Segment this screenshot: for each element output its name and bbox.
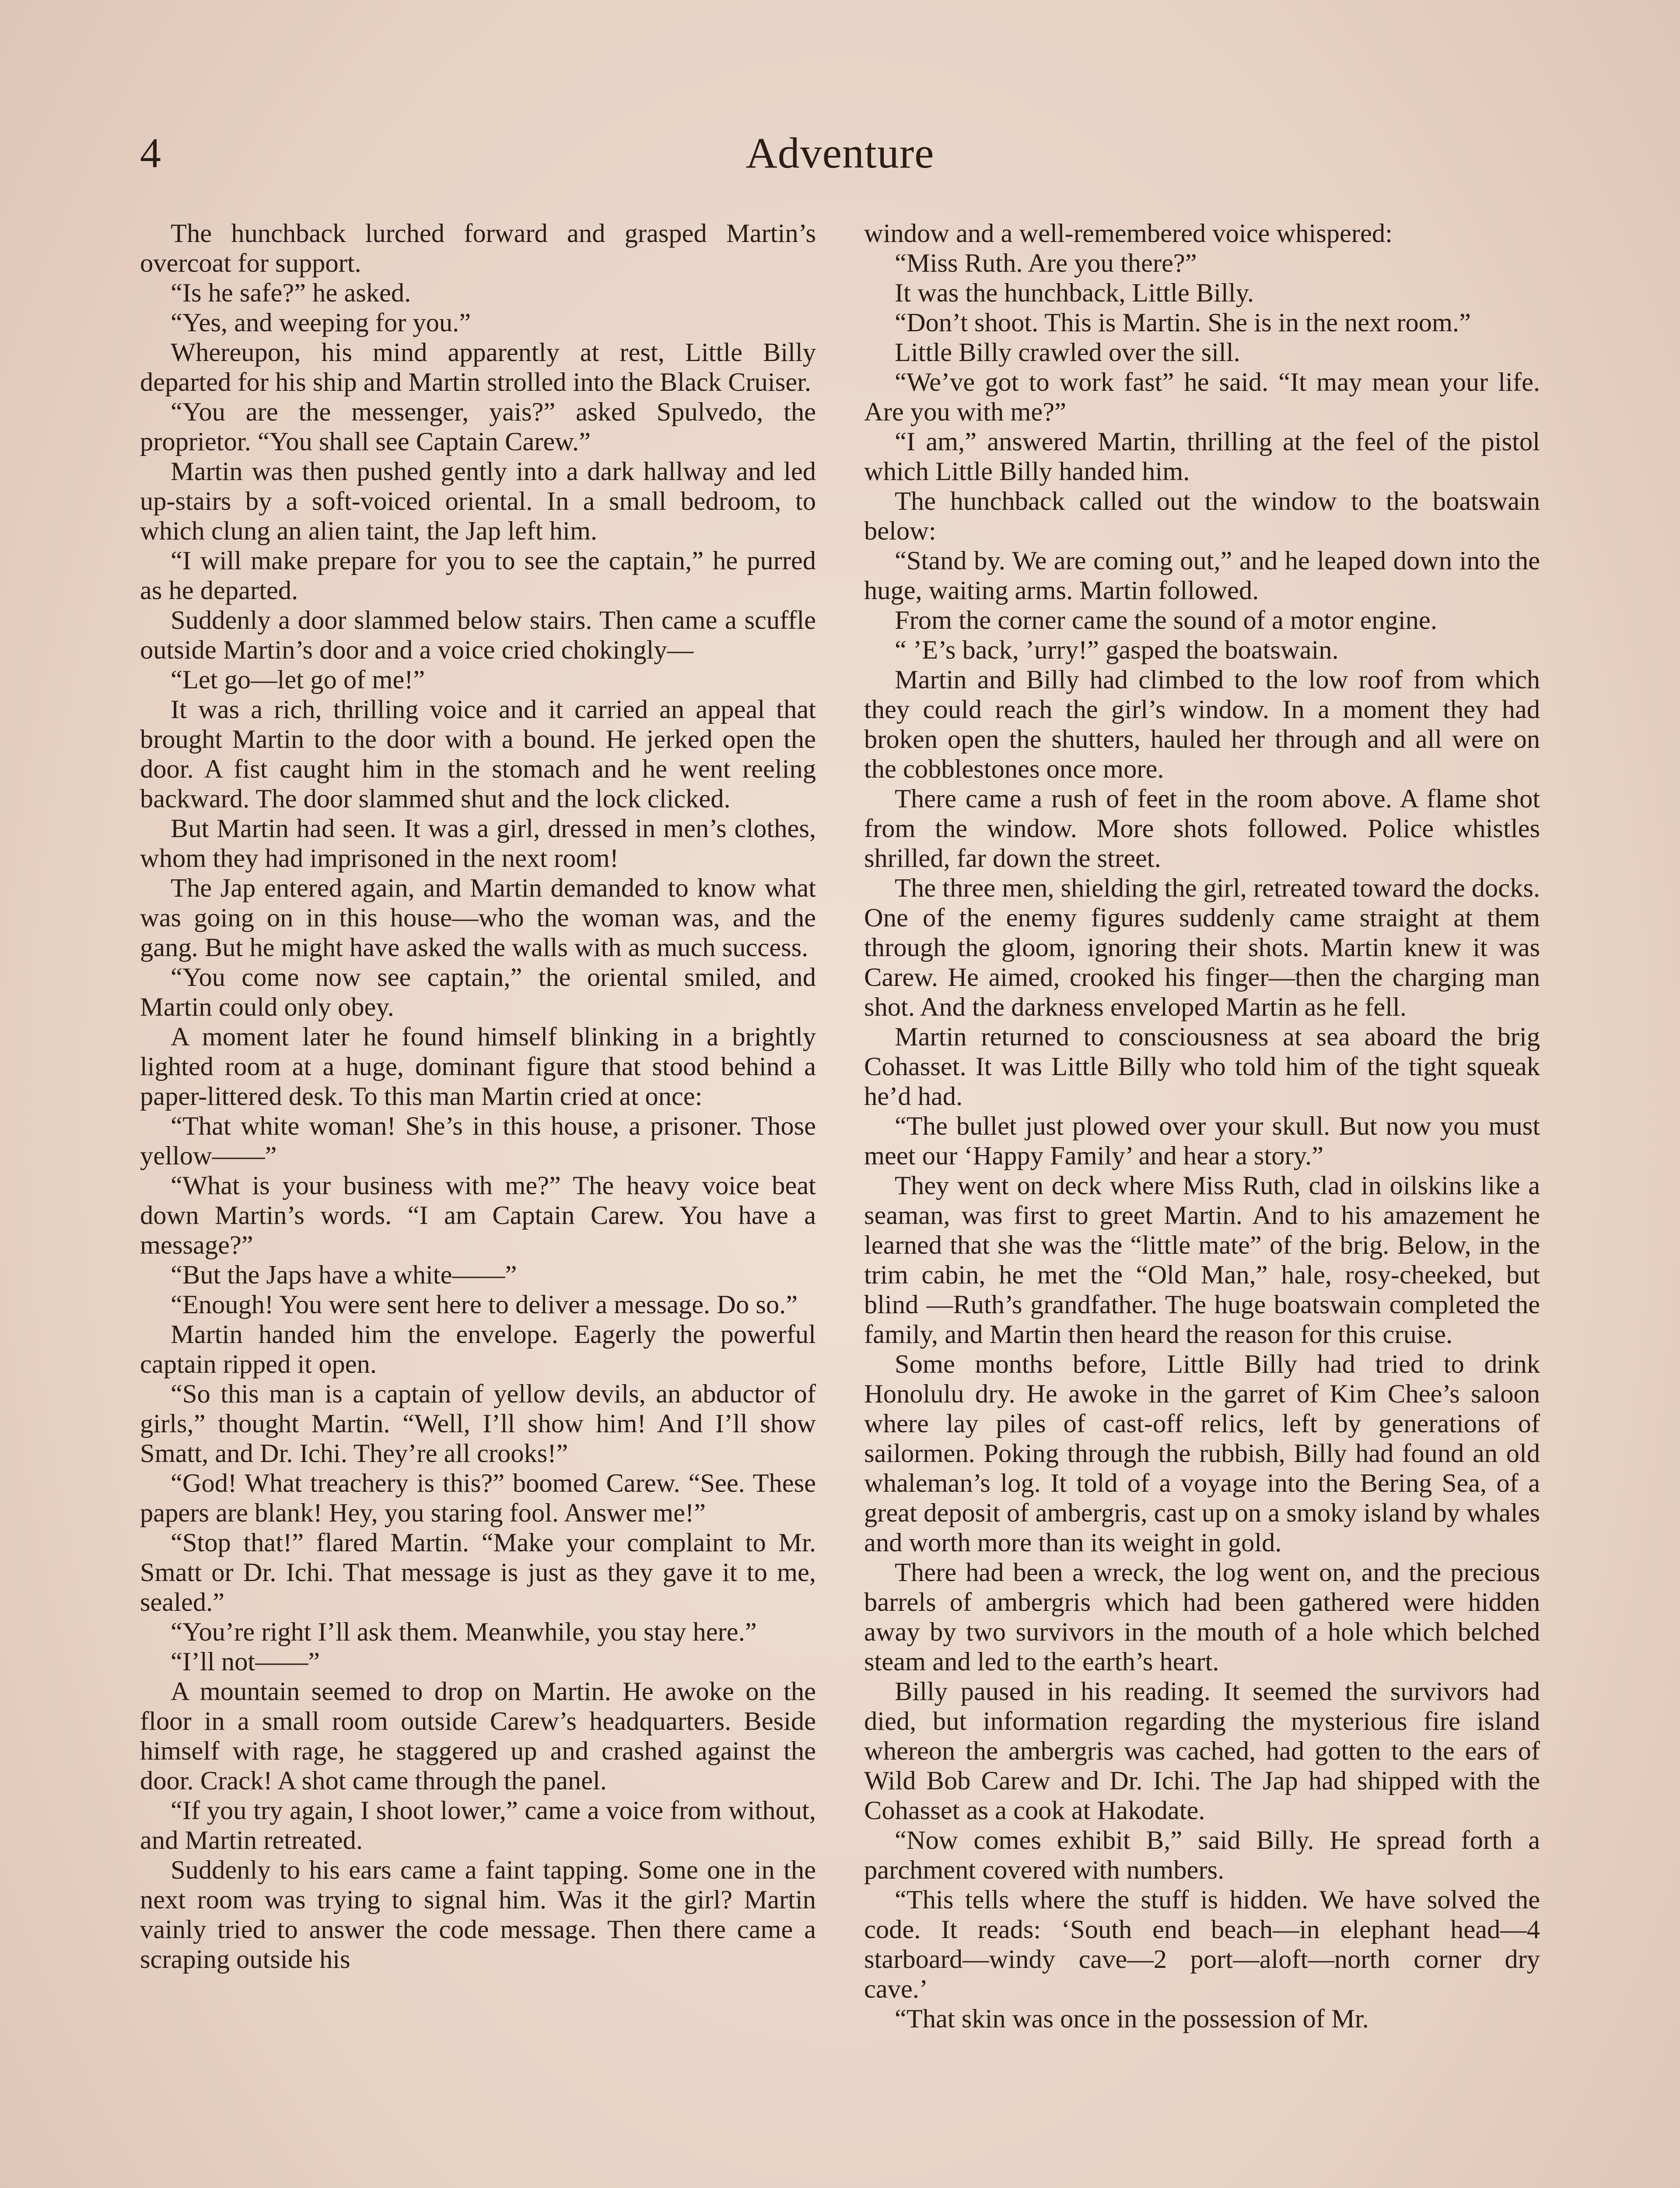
paragraph: “Enough! You were sent here to deliver a message. Do so.” bbox=[171, 1290, 798, 1319]
paragraph: “You are the messenger, yais?” asked Spulvedo, the proprietor. “You shall see Captain Carew.” bbox=[140, 397, 816, 456]
continuation-line: window and a well-remembered voice whispered: bbox=[864, 219, 1393, 248]
paragraph: The hunchback called out the window to the boatswain below: bbox=[864, 487, 1540, 546]
left-column bbox=[140, 219, 816, 2188]
paragraph: Martin and Billy had climbed to the low roof from which they could reach the girl’s window. In a moment they had broken open the shutters, hauled her through and all were on the cobblestones once more. bbox=[864, 665, 1540, 784]
paragraph: “So this man is a captain of yellow devils, an abductor of girls,” thought Martin. “Well, I’ll show him! And I’ll show Smatt, and Dr. Ichi. They’re all crooks!” bbox=[140, 1379, 816, 1468]
paragraph: “Stand by. We are coming out,” and he leaped down into the huge, waiting arms. Martin followed. bbox=[864, 546, 1540, 605]
paragraph: “If you try again, I shoot lower,” came a voice from without, and Martin retreated. bbox=[140, 1796, 816, 1855]
text-columns bbox=[140, 219, 1540, 2188]
paragraph: “Is he safe?” he asked. bbox=[171, 278, 411, 308]
paragraph: It was the hunchback, Little Billy. bbox=[895, 278, 1254, 308]
paragraph: “ ’E’s back, ’urry!” gasped the boatswain. bbox=[895, 635, 1339, 665]
running-title: Adventure bbox=[746, 129, 934, 177]
paragraph: The hunchback lurched forward and grasped Martin’s overcoat for support. bbox=[140, 219, 816, 278]
paragraph: It was a rich, thrilling voice and it carried an appeal that brought Martin to the door with a bound. He jerked open the door. A fist caught him in the stomach and he went reeling backward. The door slammed shut and the lock clicked. bbox=[140, 695, 816, 813]
paragraph: “The bullet just plowed over your skull. But now you must meet our ‘Happy Family’ and hear a story.” bbox=[864, 1112, 1540, 1171]
paragraph: Suddenly a door slammed below stairs. Then came a scuffle outside Martin’s door and a voice cried chokingly— bbox=[140, 606, 816, 665]
paragraph: Martin returned to consciousness at sea aboard the brig Cohasset. It was Little Billy who told him of the tight squeak he’d had. bbox=[864, 1022, 1540, 1111]
paragraph: “This tells where the stuff is hidden. We have solved the code. It reads: ‘South end beach—in elephant head—4 starboard—windy cave—2 port—aloft—north corner dry cave.’ bbox=[864, 1885, 1540, 2004]
paragraph: Whereupon, his mind apparently at rest, Little Billy departed for his ship and Martin strolled into the Black Cruiser. bbox=[140, 338, 816, 397]
paragraph: They went on deck where Miss Ruth, clad in oilskins like a seaman, was first to greet Martin. And to his amazement he learned that she was the “little mate” of the brig. Below, in the trim cabin, he met the “Old Man,” hale, rosy-cheeked, but blind —Ruth’s grandfather. The huge boatswain completed the family, and Martin then heard the reason for this cruise. bbox=[864, 1171, 1540, 1349]
paragraph: “Miss Ruth. Are you there?” bbox=[895, 249, 1197, 278]
paragraph: “You come now see captain,” the oriental smiled, and Martin could only obey. bbox=[140, 963, 816, 1022]
paragraph: “God! What treachery is this?” boomed Carew. “See. These papers are blank! Hey, you staring fool. Answer me!” bbox=[140, 1469, 816, 1528]
paragraph: “I am,” answered Martin, thrilling at the feel of the pistol which Little Billy handed him. bbox=[864, 427, 1540, 486]
page-header bbox=[140, 127, 1540, 197]
paragraph: “Let go—let go of me!” bbox=[171, 665, 425, 694]
paragraph: “Now comes exhibit B,” said Billy. He spread forth a parchment covered with numbers. bbox=[864, 1826, 1540, 1885]
paragraph: Suddenly to his ears came a faint tapping. Some one in the next room was trying to signal him. Was it the girl? Martin vainly tried to answer the code message. Then there came a scraping outside his bbox=[140, 1855, 816, 1974]
paragraph: “Yes, and weeping for you.” bbox=[171, 308, 471, 337]
paragraph: “I will make prepare for you to see the captain,” he purred as he departed. bbox=[140, 546, 816, 605]
paragraph: But Martin had seen. It was a girl, dressed in men’s clothes, whom they had imprisoned in the next room! bbox=[140, 814, 816, 873]
paragraph: “I’ll not——” bbox=[171, 1647, 320, 1676]
page-number: 4 bbox=[140, 130, 161, 176]
paragraph: Some months before, Little Billy had tried to drink Honolulu dry. He awoke in the garret of Kim Chee’s saloon where lay piles of cast-off relics, left by generations of sailormen. Poking through the rubbish, Billy had found an old whaleman’s log. It told of a voyage into the Bering Sea, of a great deposit of ambergris, cast up on a smoky island by whales and worth more than its weight in gold. bbox=[864, 1350, 1540, 1557]
paragraph: “Stop that!” flared Martin. “Make your complaint to Mr. Smatt or Dr. Ichi. That message is just as they gave it to me, sealed.” bbox=[140, 1528, 816, 1617]
paragraph: Martin handed him the envelope. Eagerly the powerful captain ripped it open. bbox=[140, 1320, 816, 1379]
paragraph: The three men, shielding the girl, retreated toward the docks. One of the enemy figures suddenly came straight at them through the gloom, ignoring their shots. Martin knew it was Carew. He aimed, crooked his finger—then the charging man shot. And the darkness enveloped Martin as he fell. bbox=[864, 873, 1540, 1022]
paragraph: A mountain seemed to drop on Martin. He awoke on the floor in a small room outside Carew’s headquarters. Beside himself with rage, he staggered up and crashed against the door. Crack! A shot came through the panel. bbox=[140, 1677, 816, 1795]
paragraph: “We’ve got to work fast” he said. “It may mean your life. Are you with me?” bbox=[864, 368, 1540, 427]
paragraph: “But the Japs have a white——” bbox=[171, 1260, 517, 1290]
paragraph: Billy paused in his reading. It seemed the survivors had died, but information regarding the mysterious fire island whereon the ambergris was cached, had gotten to the ears of Wild Bob Carew and Dr. Ichi. The Jap had shipped with the Cohasset as a cook at Hakodate. bbox=[864, 1677, 1540, 1825]
paragraph: From the corner came the sound of a motor engine. bbox=[895, 606, 1437, 635]
paragraph: “That white woman! She’s in this house, a prisoner. Those yellow——” bbox=[140, 1112, 816, 1171]
paragraph: The Jap entered again, and Martin demanded to know what was going on in this house—who the woman was, and the gang. But he might have asked the walls with as much success. bbox=[140, 873, 816, 962]
paragraph: Little Billy crawled over the sill. bbox=[895, 338, 1240, 367]
right-column bbox=[864, 219, 1540, 2188]
paragraph: A moment later he found himself blinking in a brightly lighted room at a huge, dominant figure that stood behind a paper-littered desk. To this man Martin cried at once: bbox=[140, 1022, 816, 1111]
paragraph: Martin was then pushed gently into a dark hallway and led up-stairs by a soft-voiced oriental. In a small bedroom, to which clung an alien taint, the Jap left him. bbox=[140, 457, 816, 546]
paragraph: There came a rush of feet in the room above. A flame shot from the window. More shots followed. Police whistles shrilled, far down the street. bbox=[864, 784, 1540, 873]
paragraph: “Don’t shoot. This is Martin. She is in the next room.” bbox=[895, 308, 1471, 337]
paragraph: “That skin was once in the possession of Mr. bbox=[895, 2004, 1369, 2034]
paragraph: There had been a wreck, the log went on, and the precious barrels of ambergris which had been gathered were hidden away by two survivors in the mouth of a hole which belched steam and led to the earth’s heart. bbox=[864, 1558, 1540, 1676]
paragraph: “What is your business with me?” The heavy voice beat down Martin’s words. “I am Captain Carew. You have a message?” bbox=[140, 1171, 816, 1260]
paragraph: “You’re right I’ll ask them. Meanwhile, you stay here.” bbox=[171, 1617, 757, 1647]
